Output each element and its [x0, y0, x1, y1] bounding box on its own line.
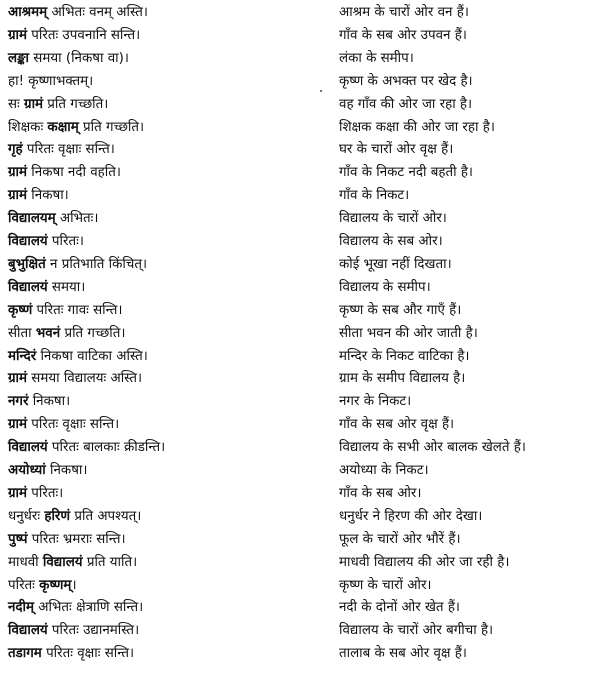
sanskrit-text: प्रति गच्छति।	[43, 96, 109, 112]
sanskrit-sentence	[8, 94, 108, 115]
hindi-translation: गाँव के सब ओर वृक्ष हैं।	[339, 417, 455, 433]
sanskrit-sentence	[8, 2, 148, 23]
sanskrit-sentence	[8, 185, 69, 206]
hindi-translation: कोई भूखा नहीं दिखता।	[339, 256, 452, 272]
sanskrit-sentence	[8, 483, 63, 504]
hindi-translation: अयोध्या के निकट।	[339, 463, 429, 478]
sanskrit-sentence	[8, 162, 121, 183]
sanskrit-sentence	[8, 139, 115, 160]
highlighted-word: ग्रामं	[8, 188, 28, 204]
sentence-row	[0, 391, 594, 412]
highlighted-word: गृहं	[8, 142, 23, 158]
highlighted-word: कक्षाम्	[47, 119, 79, 135]
sanskrit-sentence	[8, 597, 143, 618]
sentence-row	[0, 460, 594, 481]
sanskrit-text: परितः वृक्षाः सन्ति।	[22, 142, 115, 158]
sanskrit-text: सीता	[8, 325, 36, 341]
sentence-row	[0, 529, 594, 550]
sentence-row	[0, 620, 594, 641]
hindi-translation: विद्यालय के समीप।	[339, 279, 431, 295]
sanskrit-text: ।	[71, 577, 77, 593]
sentence-row	[0, 483, 594, 504]
highlighted-word: ग्रामं	[8, 27, 28, 43]
highlighted-word: विद्यालयं	[8, 279, 48, 295]
hindi-translation: नदी के दोनों ओर खेत हैं।	[339, 600, 461, 616]
hindi-translation: मन्दिर के निकट वाटिका है।	[339, 348, 470, 364]
hindi-translation: वह गाँव की ओर जा रहा है।	[339, 96, 473, 112]
hindi-translation: विद्यालय के सभी ओर बालक खेलते हैं।	[339, 440, 526, 456]
sanskrit-text: परितः वृक्षाः सन्ति।	[41, 646, 135, 662]
sentence-row	[0, 25, 594, 46]
highlighted-word: विद्यालयं	[8, 440, 48, 456]
sentence-row	[0, 643, 594, 664]
highlighted-word: विद्यालयं	[8, 234, 48, 249]
sentence-row	[0, 117, 594, 138]
sanskrit-sentence	[8, 506, 141, 527]
sentence-row	[0, 139, 594, 160]
sanskrit-text: प्रति अपश्यत्।	[70, 508, 142, 524]
sanskrit-sentence	[8, 117, 144, 138]
sanskrit-text: परितः बालकाः क्रीडन्ति।	[47, 440, 166, 456]
sanskrit-text: निकषा।	[28, 394, 71, 410]
sentence-row	[0, 368, 594, 389]
sanskrit-sentence	[8, 529, 126, 550]
sanskrit-sentence	[8, 48, 129, 69]
sanskrit-text: हा! कृष्णाभक्तम्।	[8, 73, 94, 89]
sentence-row	[0, 414, 594, 435]
sentence-row	[0, 323, 594, 344]
sanskrit-text: परितः उद्यानमस्ति।	[47, 623, 140, 639]
highlighted-word: कृष्णं	[8, 302, 33, 318]
sanskrit-sentence	[8, 643, 134, 664]
hindi-translation: फूल के चारों ओर भौरें हैं।	[339, 531, 461, 547]
sentence-row	[0, 506, 594, 527]
hindi-translation: कृष्ण के सब और गाएँ हैं।	[339, 302, 462, 318]
highlighted-word: लङ्का	[8, 50, 30, 66]
sanskrit-text: परितः उपवनानि सन्ति।	[27, 27, 141, 43]
sentence-row	[0, 48, 594, 69]
highlighted-word: ग्रामं	[24, 96, 44, 112]
sentence-row	[0, 277, 594, 298]
hindi-translation: घर के चारों ओर वृक्ष हैं।	[339, 142, 454, 158]
sanskrit-sentence	[8, 71, 93, 92]
hindi-translation: तालाब के सब ओर वृक्ष हैं।	[339, 646, 467, 662]
sanskrit-sentence	[8, 552, 137, 573]
hindi-translation: ग्राम के समीप विद्यालय है।	[339, 371, 466, 387]
highlighted-word: ग्रामं	[8, 417, 28, 433]
sentence-row	[0, 185, 594, 206]
hindi-translation: गाँव के निकट।	[339, 188, 410, 204]
sanskrit-text: अभितः क्षेत्राणि सन्ति।	[34, 600, 144, 616]
sanskrit-text: समया (निकषा वा)।	[29, 50, 129, 66]
hindi-translation: विद्यालय के चारों ओर।	[339, 211, 447, 227]
sanskrit-text: सः	[8, 96, 25, 112]
sanskrit-text: प्रति गच्छति।	[60, 325, 126, 341]
sanskrit-sentence	[8, 277, 85, 298]
hindi-translation: शिक्षक कक्षा की ओर जा रहा है।	[339, 119, 495, 135]
sanskrit-sentence	[8, 346, 148, 367]
highlighted-word: विद्यालयं	[8, 623, 48, 639]
sanskrit-text: परितः वृक्षाः सन्ति।	[27, 417, 120, 433]
sanskrit-text: प्रति याति।	[82, 554, 138, 570]
hindi-translation: गाँव के सब ओर।	[339, 485, 422, 501]
sanskrit-text: समया।	[47, 279, 86, 295]
sanskrit-sentence	[8, 575, 77, 596]
sentence-row	[0, 300, 594, 321]
sanskrit-sentence	[8, 208, 98, 229]
sentence-row	[0, 208, 594, 229]
sanskrit-text: अभितः।	[55, 211, 99, 227]
highlighted-word: नदीम्	[8, 600, 35, 616]
hindi-translation: गाँव के निकट नदी बहती है।	[339, 165, 474, 181]
hindi-translation: गाँव के सब ओर उपवन हैं।	[339, 27, 467, 43]
sentence-row	[0, 231, 594, 252]
highlighted-word: विद्यालयम्	[8, 211, 56, 227]
hindi-translation: धनुर्धर ने हिरण की ओर देखा।	[339, 508, 483, 524]
sanskrit-sentence	[8, 414, 119, 435]
sanskrit-text: प्रति गच्छति।	[78, 119, 145, 135]
highlighted-word: आश्रमम्	[8, 5, 48, 20]
highlighted-word: तडागम	[8, 646, 42, 662]
hindi-translation: आश्रम के चारों ओर वन हैं।	[339, 5, 469, 20]
sanskrit-sentence	[8, 323, 125, 344]
sanskrit-text: शिक्षकः	[8, 119, 48, 135]
hindi-translation: विद्यालय के चारों ओर बगीचा है।	[339, 623, 494, 639]
sanskrit-text: निकषा नदी वहति।	[27, 165, 121, 181]
highlighted-word: पुष्पं	[8, 531, 28, 547]
sanskrit-text: अभितः वनम् अस्ति।	[47, 5, 148, 20]
highlighted-word: अयोध्यां	[8, 463, 46, 478]
sentence-row	[0, 552, 594, 573]
sanskrit-text: परितः।	[47, 234, 84, 249]
sanskrit-text: निकषा वाटिका अस्ति।	[36, 348, 148, 364]
sanskrit-sentence	[8, 254, 147, 275]
hindi-translation: सीता भवन की ओर जाती है।	[339, 325, 478, 341]
sanskrit-sentence	[8, 391, 70, 412]
sanskrit-sentence	[8, 437, 165, 458]
sanskrit-sentence	[8, 300, 122, 321]
hindi-translation: विद्यालय के सब ओर।	[339, 234, 443, 249]
sanskrit-sentence	[8, 620, 139, 641]
sentence-row	[0, 94, 594, 115]
sanskrit-text: धनुर्धरः	[8, 508, 45, 524]
sanskrit-text: माधवी	[8, 554, 43, 570]
sentence-row	[0, 575, 594, 596]
highlighted-word: हरिणं	[44, 508, 71, 524]
sentence-row	[0, 254, 594, 275]
highlighted-word: कृष्णम्	[39, 577, 72, 593]
hindi-translation: नगर के निकट।	[339, 394, 412, 410]
sentence-row	[0, 2, 594, 23]
sentence-row	[0, 437, 594, 458]
hindi-translation: कृष्ण के अभक्त पर खेद है।	[339, 73, 473, 89]
highlighted-word: नगरं	[8, 394, 29, 410]
highlighted-word: ग्रामं	[8, 485, 28, 501]
sentence-row	[0, 346, 594, 367]
sanskrit-text: समया विद्यालयः अस्ति।	[27, 371, 143, 387]
highlighted-word: ग्रामं	[8, 371, 28, 387]
highlighted-word: भवनं	[35, 325, 61, 341]
highlighted-word: बुभुक्षितं	[8, 256, 46, 272]
sanskrit-text: परितः गावः सन्ति।	[32, 302, 123, 318]
hindi-translation: माधवी विद्यालय की ओर जा रही है।	[339, 554, 510, 570]
sentence-row	[0, 162, 594, 183]
sanskrit-text: परितः।	[27, 485, 64, 501]
sentence-row	[0, 71, 594, 92]
sanskrit-text: परितः	[8, 577, 40, 593]
sanskrit-text: निकषा।	[27, 188, 69, 204]
highlighted-word: विद्यालयं	[42, 554, 83, 570]
sanskrit-sentence	[8, 460, 87, 481]
sanskrit-sentence	[8, 25, 140, 46]
sanskrit-text: परितः भ्रमराः सन्ति।	[27, 531, 126, 547]
stray-dot	[320, 90, 322, 92]
sanskrit-sentence	[8, 231, 84, 252]
hindi-translation: कृष्ण के चारों ओर।	[339, 577, 432, 593]
sentence-row	[0, 597, 594, 618]
highlighted-word: ग्रामं	[8, 165, 28, 181]
hindi-translation: लंका के समीप।	[339, 50, 414, 66]
sanskrit-sentence	[8, 368, 142, 389]
sanskrit-text: निकषा।	[45, 463, 88, 478]
sanskrit-text: न प्रतिभाति किंचित्।	[45, 256, 148, 272]
highlighted-word: मन्दिरं	[8, 348, 37, 364]
